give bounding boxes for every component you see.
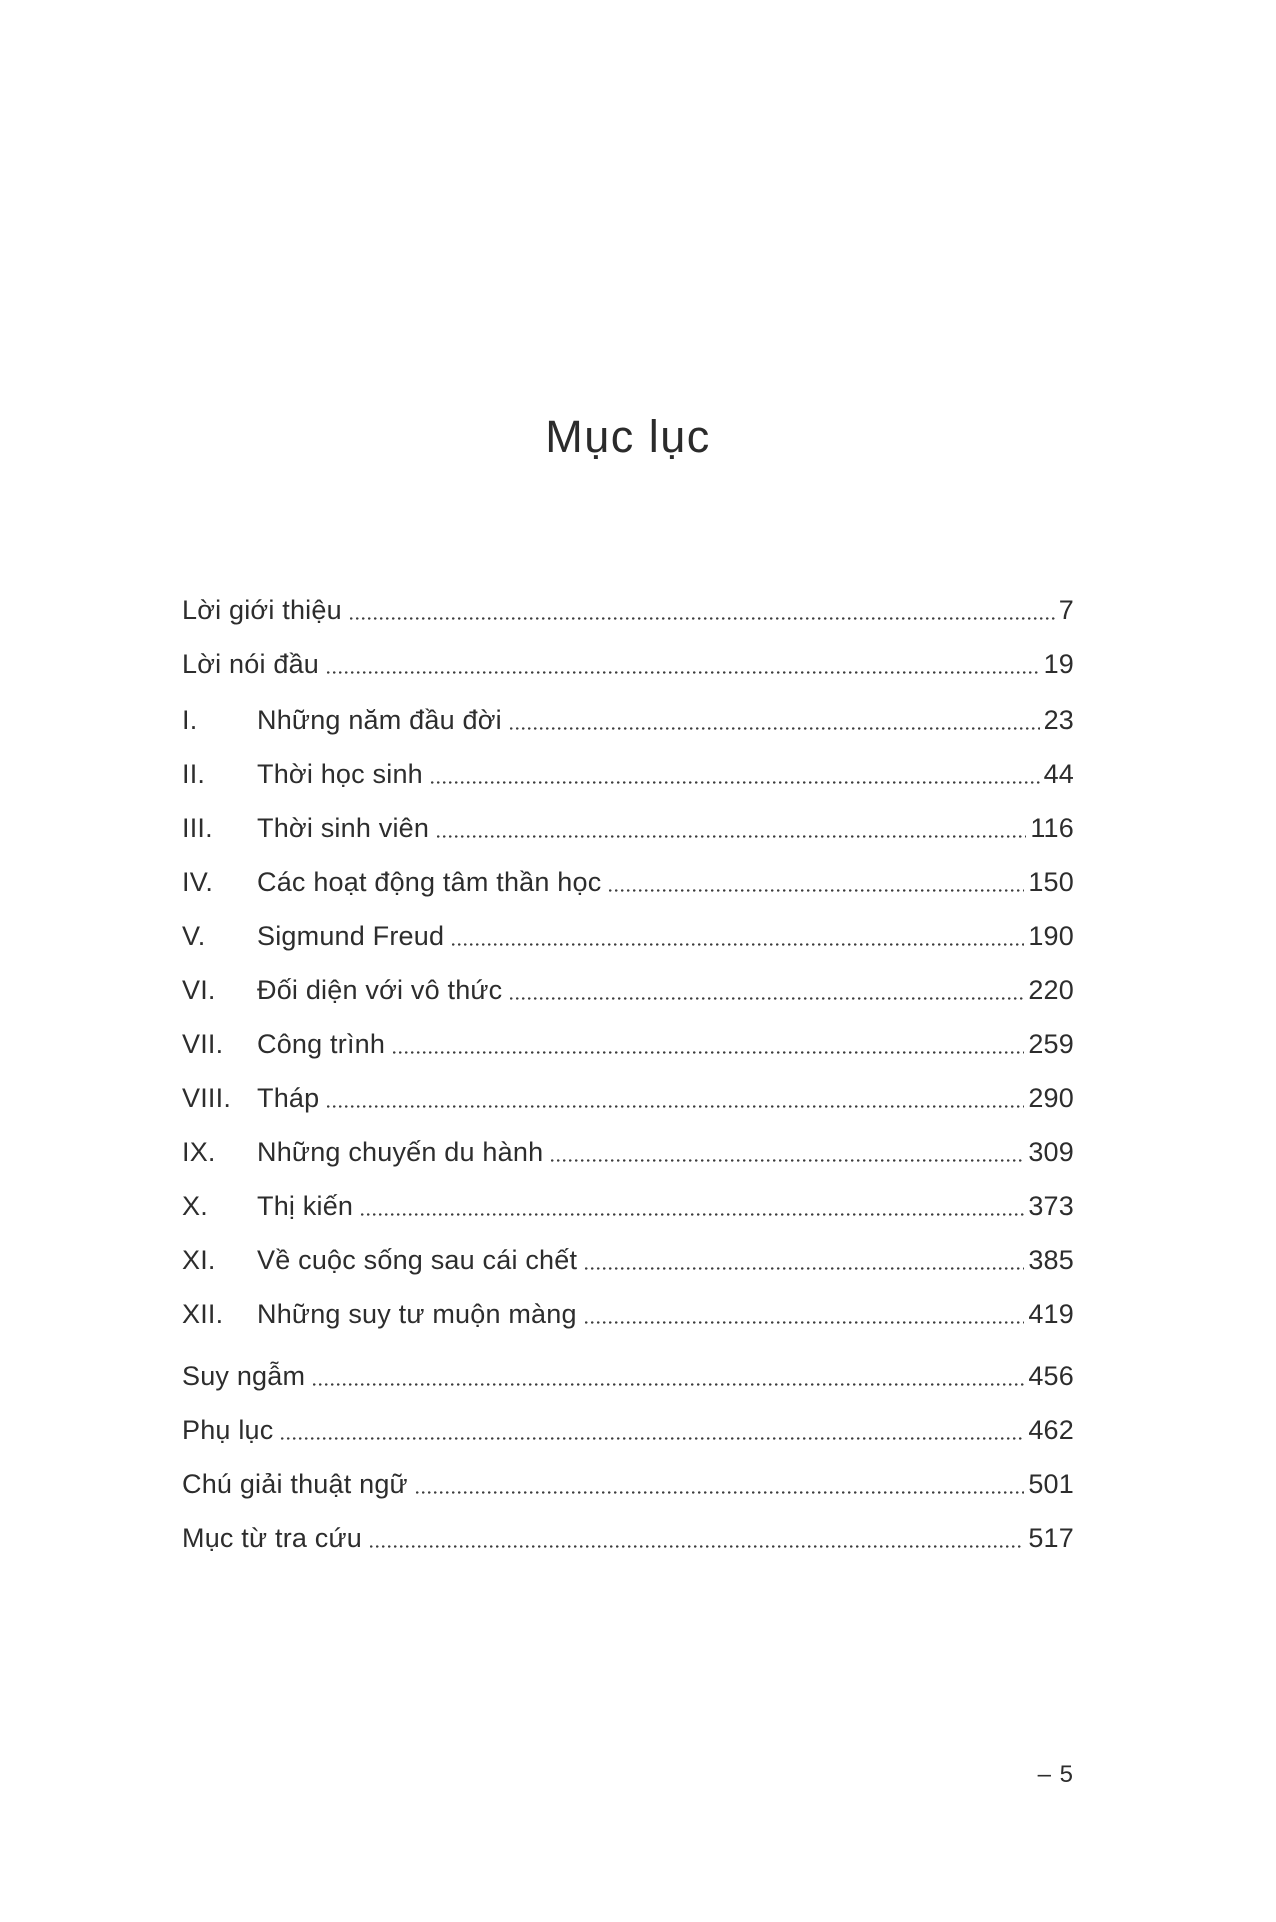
toc-entry-label: Mục từ tra cứu: [182, 1523, 362, 1553]
toc-entry-page-number: 220: [1028, 975, 1074, 1005]
toc-entry: [182, 704, 1074, 736]
toc-entry-numeral: XII.: [182, 1299, 224, 1329]
toc-entry-page-number: 150: [1028, 867, 1074, 897]
toc-entry: [182, 758, 1074, 790]
toc-entry-label: Phụ lục: [182, 1415, 274, 1445]
toc-entry-numeral: I.: [182, 705, 198, 735]
toc-entry-label: Những suy tư muộn màng: [257, 1299, 577, 1329]
toc-entry-numeral: II.: [182, 759, 206, 789]
toc-entry-page-number: 290: [1028, 1083, 1074, 1113]
toc-entry-page-number: 190: [1028, 921, 1074, 951]
toc-entry: [182, 1136, 1074, 1168]
toc-entry-numeral: VII.: [182, 1029, 224, 1059]
dot-leader: [327, 1105, 1024, 1108]
toc-entry: [182, 974, 1074, 1006]
toc-entry: [182, 1414, 1074, 1446]
dot-leader: [361, 1213, 1024, 1216]
toc-entry-numeral: VI.: [182, 975, 216, 1005]
toc-entry: [182, 648, 1074, 680]
toc-entry: [182, 1244, 1074, 1276]
toc-entry-page-number: 19: [1043, 649, 1074, 679]
toc-entry-label: Sigmund Freud: [257, 921, 445, 951]
toc-entry-label: Lời nói đầu: [182, 649, 320, 679]
dot-leader: [585, 1267, 1024, 1270]
dot-leader: [327, 671, 1040, 674]
toc-entry-numeral: V.: [182, 921, 206, 951]
toc-entry-page-number: 373: [1028, 1191, 1074, 1221]
toc-entry: [182, 1298, 1074, 1330]
toc-entry-numeral: IV.: [182, 867, 214, 897]
toc-entry: [182, 1190, 1074, 1222]
dot-leader: [437, 835, 1026, 838]
toc-entry: [182, 920, 1074, 952]
toc-entry: [182, 812, 1074, 844]
page-title: Mục lục: [545, 411, 711, 462]
toc-entry: [182, 1522, 1074, 1554]
toc-entry-numeral: VIII.: [182, 1083, 232, 1113]
toc-entry-numeral: III.: [182, 813, 213, 843]
toc-entry-page-number: 309: [1028, 1137, 1074, 1167]
toc-entry-label: Đối diện với vô thức: [257, 975, 503, 1005]
dot-leader: [370, 1545, 1024, 1548]
toc-entry-page-number: 419: [1028, 1299, 1074, 1329]
dot-leader: [416, 1491, 1025, 1494]
toc-entry: [182, 594, 1074, 626]
dot-leader: [510, 997, 1024, 1000]
toc-entry-page-number: 517: [1028, 1523, 1074, 1553]
toc-entry-label: Các hoạt động tâm thần học: [257, 867, 602, 897]
dot-leader: [585, 1321, 1025, 1324]
toc-entry-label: Công trình: [257, 1029, 386, 1059]
toc-entry-page-number: 116: [1030, 813, 1074, 843]
toc-entry-page-number: 501: [1028, 1469, 1074, 1499]
dot-leader: [510, 727, 1040, 730]
dot-leader: [431, 781, 1040, 784]
toc-entry-page-number: 44: [1043, 759, 1074, 789]
toc-entry: [182, 1360, 1074, 1392]
dot-leader: [551, 1159, 1024, 1162]
dot-leader: [452, 943, 1024, 946]
toc-entry-numeral: X.: [182, 1191, 208, 1221]
back-matter-list: [182, 1360, 1074, 1554]
toc-entry-label: Về cuộc sống sau cái chết: [257, 1245, 578, 1275]
toc-entry-page-number: 456: [1028, 1361, 1074, 1391]
toc-entry-label: Suy ngẫm: [182, 1361, 306, 1391]
toc-entry-label: Tháp: [257, 1083, 320, 1113]
toc-entry-label: Những chuyến du hành: [257, 1137, 544, 1167]
dot-leader: [350, 617, 1055, 620]
toc-entry-numeral: IX.: [182, 1137, 216, 1167]
toc-entry: [182, 1028, 1074, 1060]
toc-entry: [182, 1468, 1074, 1500]
chapter-list: [182, 704, 1074, 1330]
toc-entry-label: Lời giới thiệu: [182, 595, 342, 625]
folio-page-number: – 5: [1037, 1761, 1074, 1788]
toc-entry: [182, 866, 1074, 898]
toc-entry-page-number: 385: [1028, 1245, 1074, 1275]
toc-list: [182, 594, 1074, 1554]
dot-leader: [393, 1051, 1024, 1054]
toc-entry-page-number: 7: [1058, 595, 1074, 625]
toc-entry-label: Chú giải thuật ngữ: [182, 1469, 408, 1499]
toc-entry-label: Thời sinh viên: [257, 813, 430, 843]
toc-entry-page-number: 259: [1028, 1029, 1074, 1059]
toc-entry-label: Thời học sinh: [257, 759, 423, 789]
toc-entry-numeral: XI.: [182, 1245, 216, 1275]
toc-entry-page-number: 462: [1028, 1415, 1074, 1445]
toc-entry-label: Thị kiến: [257, 1191, 354, 1221]
toc-entry: [182, 1082, 1074, 1114]
toc-entry-label: Những năm đầu đời: [257, 705, 502, 735]
front-matter-list: [182, 594, 1074, 680]
toc-entry-page-number: 23: [1043, 705, 1074, 735]
dot-leader: [609, 889, 1024, 892]
dot-leader: [281, 1437, 1024, 1440]
dot-leader: [313, 1383, 1024, 1386]
